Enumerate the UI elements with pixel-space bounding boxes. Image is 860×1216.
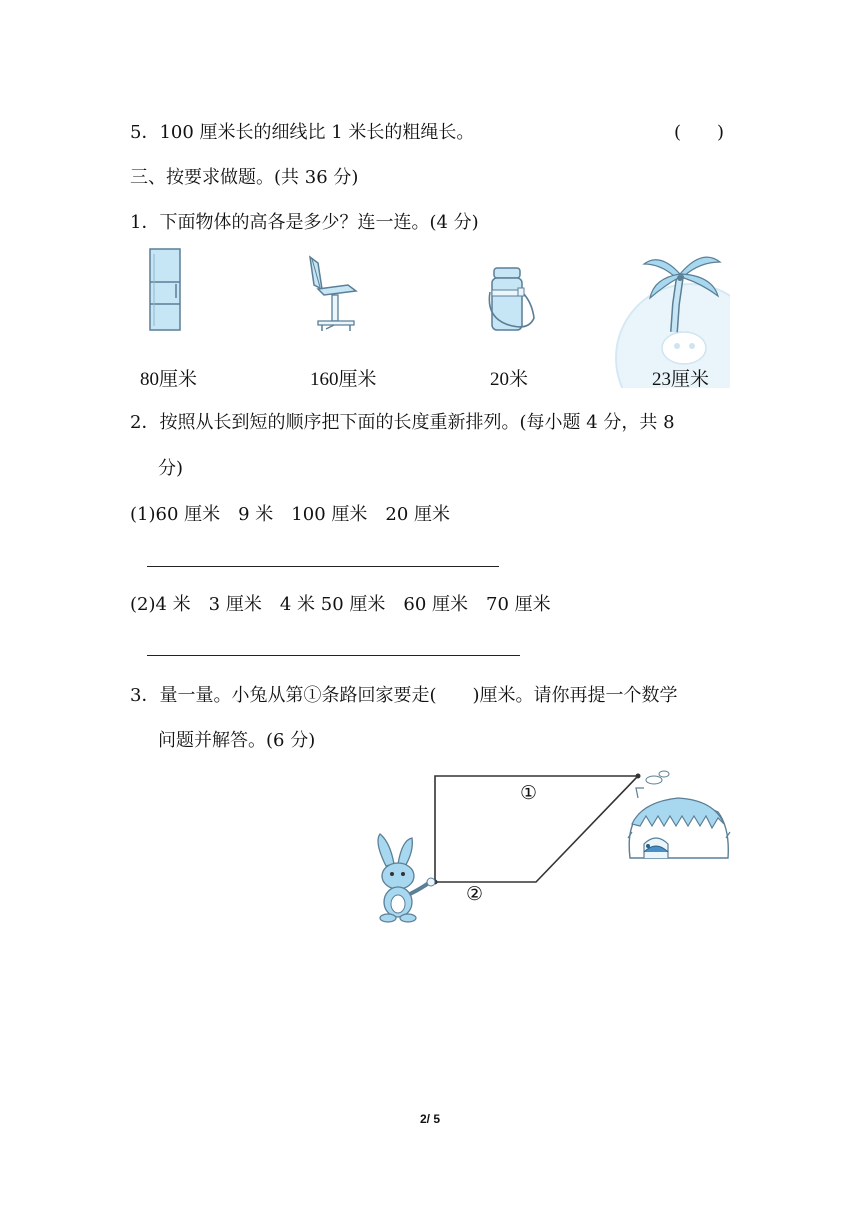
question-5-text: 5．100 厘米长的细线比 1 米长的粗绳长。 bbox=[130, 122, 475, 143]
refrigerator-icon bbox=[140, 248, 190, 332]
question-2-text-cont: 分) bbox=[158, 458, 184, 479]
height-option-2[interactable]: 160厘米 bbox=[310, 369, 377, 390]
page-number: 2/ 5 bbox=[419, 1112, 440, 1126]
answer-bracket[interactable]: ( ) bbox=[674, 122, 725, 143]
route-2-label: ② bbox=[466, 883, 484, 905]
height-option-1[interactable]: 80厘米 bbox=[140, 369, 198, 390]
answer-line-2[interactable] bbox=[147, 655, 520, 656]
route-1-label: ① bbox=[520, 782, 538, 804]
question-3-text: 3．量一量。小兔从第①条路回家要走( )厘米。请你再提一个数学 bbox=[130, 685, 678, 706]
height-option-4[interactable]: 23厘米 bbox=[652, 369, 710, 390]
chair-icon bbox=[300, 255, 362, 335]
question-2-text: 2．按照从长到短的顺序把下面的长度重新排列。(每小题 4 分，共 8 bbox=[130, 412, 675, 433]
question-3-text-cont: 问题并解答。(6 分) bbox=[158, 730, 316, 751]
question-2-sub-2: (2)4 米 3 厘米 4 米 50 厘米 60 厘米 70 厘米 bbox=[130, 594, 551, 615]
question-5 bbox=[130, 118, 474, 144]
thermos-icon bbox=[484, 262, 540, 334]
question-2-sub-1: (1)60 厘米 9 米 100 厘米 20 厘米 bbox=[130, 504, 450, 525]
section-3-title: 三、按要求做题。(共 36 分) bbox=[130, 167, 359, 188]
answer-line-1[interactable] bbox=[147, 566, 499, 567]
house-icon bbox=[622, 768, 732, 864]
rabbit-icon bbox=[368, 832, 438, 924]
height-option-3[interactable]: 20米 bbox=[490, 369, 529, 390]
question-1-text: 1．下面物体的高各是多少？连一连。(4 分) bbox=[130, 212, 479, 233]
